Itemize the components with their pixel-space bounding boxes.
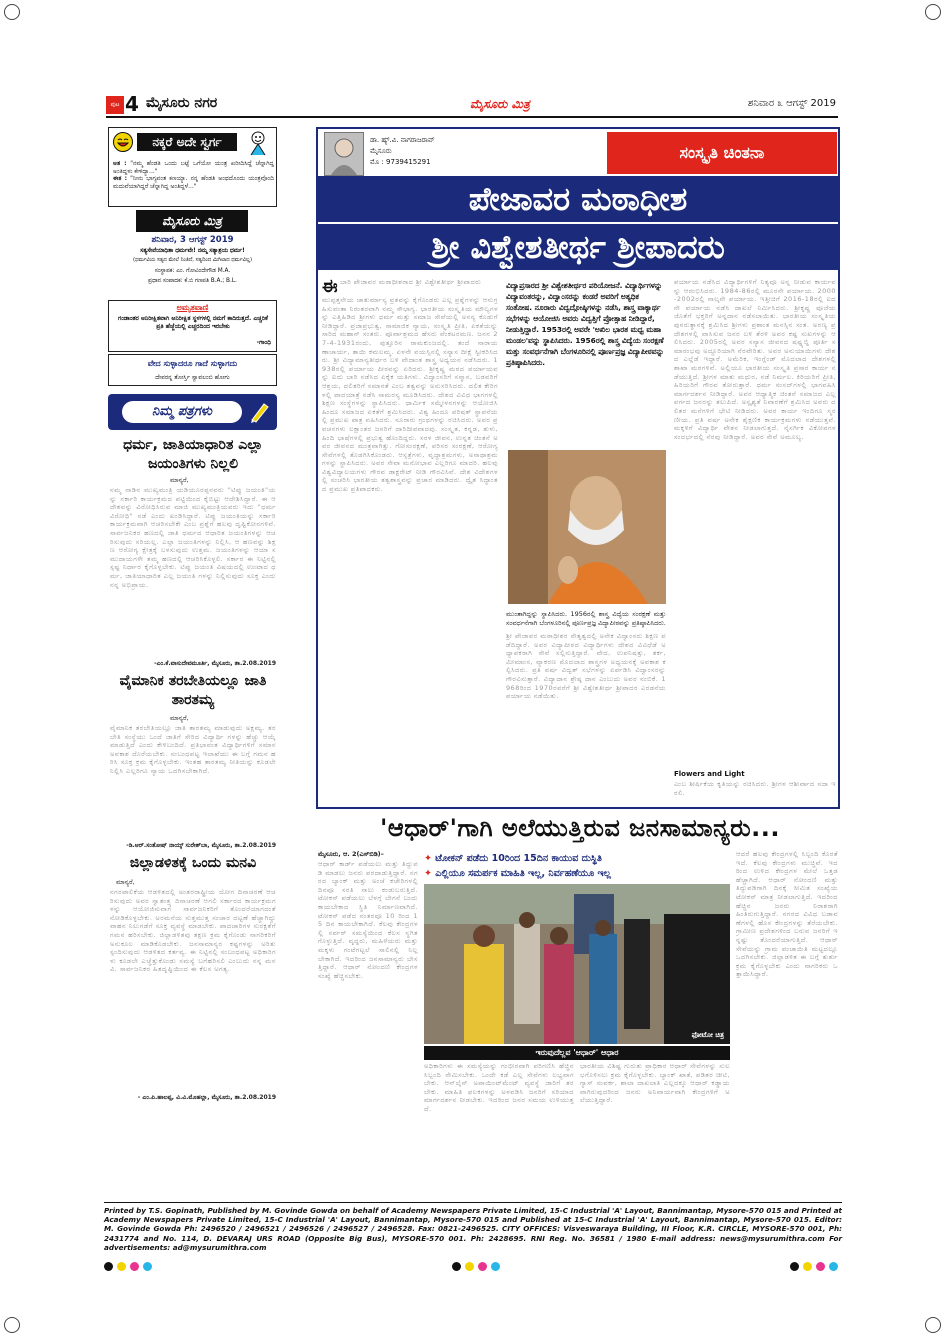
letter-3-title: ಜಿಲ್ಲಾಡಳಿತಕ್ಕೆ ಒಂದು ಮನವಿ [129, 855, 257, 871]
magenta-dot [478, 1262, 487, 1271]
author-photo [324, 132, 364, 176]
imprint-tagline: ಸತ್ಯಸೇವೆಯಾಧಿತಾ ಧರ್ಮವೇ! ನಮ್ಮ ಸತ್ಯಾಶ್ರಯ ಧರ್ಮ! [140, 248, 245, 254]
feature-column-3-end: ಎಂಬ ಶೀರ್ಷಿಕೆಯ ಕೃತಿಯನ್ನು ರಚಿಸಿದರು. ಶ್ರೀಗಳ ಆಶೀರ್ವಾದ ಸದಾ ಇರಲಿ. [674, 780, 836, 797]
black-dot [104, 1262, 113, 1271]
letters-banner-title: ನಿಮ್ಮ ಪತ್ರಗಳು [122, 401, 242, 423]
aadhaar-column-1: ಆಧಾರ್ ಕಾರ್ಡ್ ಪಡೆಯಲು ಮತ್ತು ತಿದ್ದುಪಡಿ ಮಾಡಲು ಜನರು ಪರದಾಡುತ್ತಿದ್ದಾರೆ. ನಗರದ ಬ್ಯಾಂಕ್ ಮತ್ತು ಅಂಚೆ ಕಚೇರಿಗಳಲ್ಲಿ ದಿನವೂ ಸರತಿ ಸಾಲು ಕಂಡುಬರುತ್ತಿದೆ. ಟೋಕನ್ ಪಡೆಯಲು ಬೆಳಗ್ಗೆ ಬೇಗನೆ ಬಂದು ಕಾಯಬೇಕಾದ ಸ್ಥಿತಿ ನಿರ್ಮಾಣವಾಗಿದೆ. ಟೋಕನ್ ಪಡೆದ ನಂತರವೂ 10 ರಿಂದ 15 ದಿನ ಕಾಯಬೇಕಾಗಿದೆ. ಕೆಲವು ಕೇಂದ್ರಗಳಲ್ಲಿ ಸರ್ವರ್ ಸಮಸ್ಯೆಯಿಂದ ಕೆಲಸ ಸ್ಥಗಿತಗೊಳ್ಳುತ್ತಿದೆ. ವೃದ್ಧರು, ಮಹಿಳೆಯರು ಮತ್ತು ಮಕ್ಕಳು ಗಂಟೆಗಟ್ಟಲೆ ಸಾಲಿನಲ್ಲಿ ನಿಲ್ಲಬೇಕಾಗಿದೆ. ಇದರಿಂದ ಜನಸಾಮಾನ್ಯರು ಬೇಸತ್ತಿದ್ದಾರೆ. ಆಧಾರ್ ನೋಂದಣಿ ಕೇಂದ್ರಗಳ ಸಂಖ್ಯೆ ಹೆಚ್ಚಿಸಬೇಕು. [318, 860, 418, 980]
author-phone: ಮೊ : 9739415291 [370, 158, 431, 166]
proverb-line-2: ದೇವರನ್ನ ತೋರ್ಸ್ತಿ ಸ್ವಾವಲಂಬಿ ಹೋಗು [155, 374, 230, 381]
letter-2-body: ವೈಮಾನಿಕ ತರಬೇತಿಯಲ್ಲೂ ಜಾತಿ ತಾರತಮ್ಯ ಮಾಡುವುದು ಅಕ್ಷಮ್ಯ. ತರಬೇತಿ ಸಂಸ್ಥೆಯು ಒಂದೆ ಜಾತಿಗೆ ಸೇರಿದ ವಿದ್ಯಾರ್ಥಿ ಗಳನ್ನು ಹೆಚ್ಚು ಆಯ್ಕೆ ಮಾಡುತ್ತಿದೆ ಎಂದು ಕೇಳಿಬಂದಿದೆ. ಪ್ರತಿಭಾವಂತ ವಿದ್ಯಾರ್ಥಿಗಳಿಗೆ ಸಮಾನ ಅವಕಾಶ ದೊರೆಯಬೇಕು. ಸಂಬಂಧಪಟ್ಟ ಇಲಾಖೆಯು ಈ ಬಗ್ಗೆ ಗಮನ ಹರಿಸಿ ಸೂಕ್ತ ಕ್ರಮ ಕೈಗೊಳ್ಳಬೇಕು. ಇಂತಹ ತಾರತಮ್ಯ ನೀತಿಯನ್ನು ಕೂಡಲೇ ನಿಲ್ಲಿಸಿ ಎಲ್ಲರಿಗೂ ನ್ಯಾಯ ಒದಗಿಸಬೇಕಾಗಿದೆ. [110, 724, 276, 775]
yellow-dot [465, 1262, 474, 1271]
letter-1-body: ನಮ್ಮ ನಾಡಿನ ಮುಖ್ಯಮಂತ್ರಿ ಯಡಿಯೂರಪ್ಪನವರು "ಟಿಪ್ಪು ಜಯಂತಿ"ಯನ್ನು ಸರ್ಕಾರಿ ಕಾರ್ಯಕ್ರಮದ ಪಟ್ಟಿಯಿಂದ ಕೈಬಿಟ್ಟು ಆದೇಶಿಸಿದ್ದಾರೆ. ಈ ಆದೇಶವನ್ನು ವಿರೋಧಿಸಿರುವ ಮಾಜಿ ಮುಖ್ಯಮಂತ್ರಿಯವರು ಇದು "ಧರ್ಮ ವಿರೋಧಿ" ನಡೆ ಎಂದು ಖಂಡಿಸಿದ್ದಾರೆ. ಟಿಪ್ಪು ಜಯಂತಿಯನ್ನು ಸರ್ಕಾರಿ ಕಾರ್ಯಕ್ರಮವಾಗಿ ಆಚರಿಸಬೇಕೇ ಎಂಬ ಪ್ರಶ್ನೆಗೆ ಹಲವು ದೃಷ್ಟಿಕೋನಗಳಿವೆ. ಸಾರ್ವಜನಿಕರ ಹಣದಲ್ಲಿ ಜಾತಿ ಧರ್ಮದ ಆಧಾರಿತ ಜಯಂತಿಗಳನ್ನು ಆಚರಿಸುವುದು ಸರಿಯಲ್ಲ. ಎಲ್ಲಾ ಜಯಂತಿಗಳನ್ನು ನಿಲ್ಲಿಸಿ, ಆ ಹಣವನ್ನು ಶಿಕ್ಷಣ ಆರೋಗ್ಯ ಕ್ಷೇತ್ರಕ್ಕೆ ಬಳಸುವುದು ಉತ್ತಮ. ಜಯಂತಿಗಳನ್ನು ಆಯಾ ಸಮುದಾಯಗಳೇ ತಮ್ಮ ಹಣದಲ್ಲಿ ಆಚರಿಸಿಕೊಳ್ಳಲಿ. ಸರ್ಕಾರ ಈ ನಿಟ್ಟಿನಲ್ಲಿ ಸ್ಪಷ್ಟ ನಿರ್ಧಾರ ಕೈಗೊಳ್ಳಬೇಕು. ಟಿಪ್ಪು ಜಯಂತಿ ವಿಷಯದಲ್ಲಿ ಉಂಟಾದ ಧರ್ಮ, ಜಾತಿಯಾಧಾರಿತ ಎಲ್ಲ ಜಯಂತಿ ಗಳನ್ನು ನಿಲ್ಲಿಸುವುದು ಸೂಕ್ತ ಎಂದು ನನ್ನ ಅಭಿಪ್ರಾಯ. [110, 486, 276, 589]
section-name: ಮೈಸೂರು ನಗರ [146, 95, 218, 111]
cyan-dot [829, 1262, 838, 1271]
feature-column-1: ಬಾರಿ ಪೇಜಾವರ ಮಠಾಧೀಶರಾದ ಶ್ರೀ ವಿಶ್ವೇಶತೀರ್ಥ ಶ್ರೀಪಾದರು [340, 278, 482, 286]
reg-mark-icon [925, 1317, 941, 1333]
author-name: ಡಾ. ಹ್ಯ್.ವಿ. ನಾಗರಾಜರಾವ್ [370, 136, 435, 144]
letters-banner [108, 394, 277, 430]
reg-mark-icon [4, 4, 20, 20]
feature-dropcap: ಈ [322, 276, 338, 297]
letter-2-salutation: ಮಾನ್ಯರೆ, [170, 714, 189, 722]
aadhaar-headline: 'ಆಧಾರ್'ಗಾಗಿ ಅಲೆಯುತ್ತಿರುವ ಜನಸಾಮಾನ್ಯರು... [380, 814, 780, 842]
imprint-date: ಶನಿವಾರ, 3 ಆಗಸ್ಟ್ 2019 [151, 235, 234, 245]
cartoon-man-icon [243, 130, 273, 156]
footer-imprint: Printed by T.S. Gopinath, Published by M. Govinde Gowda on behalf of Academy Newspapers Private Limited, 15-C Industrial 'A' Layout, Bannimantap, Mysore-570 015 and Printed at Academy Newspapers Private Limited, 15-C Industrial 'A' Layout, Bannimantap, Mysore-570 015 and Published at 15-C Industrial 'A' Layout, Bannimantap, Mysore-570 015. Editor: M. Govinde Gowda Ph: 2496520 / 2496521 / 2496526 / 2496527 / 2496528. Fax: 0821-2496525. CITY OFFICES: Visveswaraya Building, III Floor, K.R. CIRCLE, MYSORE-570 001, Ph: 2431774 and No. 114, D. DEVARAJ URS ROAD (Opposite Big Bus), MYSORE-570 001. Ph: 2428695. RNI Reg. No. 36581 / 1980 E-mail address: news@mysurumithra.com For advertisements: ad@mysurumithra.com [104, 1202, 842, 1252]
color-registration-center [452, 1256, 504, 1275]
page-number: 4 [125, 92, 139, 116]
joke-speaker-1: ಅತ : [113, 160, 127, 167]
page-header [106, 94, 838, 118]
proverb-line-1: ವೇದ ಸುಳ್ಳಾದರೂ ಗಾದೆ ಸುಳ್ಳಾಗದು [147, 359, 238, 368]
aadhaar-lead: ಮೈಸೂರು, ಆ. 2(ಎಸ್‌ಬಿಡಿ)– [318, 850, 384, 858]
yellow-dot [803, 1262, 812, 1271]
feature-title-line-2: ಶ್ರೀ ವಿಶ್ವೇಶತೀರ್ಥ ಶ್ರೀಪಾದರು [318, 224, 838, 270]
joke-speaker-2: ಈತ : [113, 175, 128, 182]
amrutavani-box [108, 300, 277, 352]
aadhaar-column-4: ಆದರೆ ಹಲವು ಕೇಂದ್ರಗಳಲ್ಲಿ ಸಿಬ್ಬಂದಿ ಕೊರತೆ ಇದೆ. ಕೆಲವು ಕೇಂದ್ರಗಳು ಮುಚ್ಚಿವೆ. ಇದರಿಂದ ಉಳಿದ ಕೇಂದ್ರಗಳ ಮೇಲೆ ಒತ್ತಡ ಹೆಚ್ಚಾಗಿದೆ. ಆಧಾರ್ ನೋಂದಣಿ ಮತ್ತು ತಿದ್ದುಪಡಿಗಾಗಿ ದಿನಕ್ಕೆ ಸೀಮಿತ ಸಂಖ್ಯೆಯ ಟೋಕನ್ ಮಾತ್ರ ನೀಡಲಾಗುತ್ತಿದೆ. ಇದರಿಂದ ಹೆಚ್ಚಿನ ಜನರು ನಿರಾಶರಾಗಿ ಹಿಂತಿರುಗುತ್ತಿದ್ದಾರೆ. ನಗರದ ವಿವಿಧ ಬಡಾವಣೆಗಳಲ್ಲಿ ಹೊಸ ಕೇಂದ್ರಗಳನ್ನು ತೆರೆಯಬೇಕು. ಗ್ರಾಮೀಣ ಪ್ರದೇಶಗಳಿಂದ ಬರುವ ಜನರಿಗೆ ಇನ್ನಷ್ಟು ತೊಂದರೆಯಾಗುತ್ತಿದೆ. ಆಧಾರ್ ಸೇವೆಯನ್ನು ಗ್ರಾಮ ಪಂಚಾಯಿತಿ ಮಟ್ಟದಲ್ಲೂ ಒದಗಿಸಬೇಕು. ಜಿಲ್ಲಾಡಳಿತ ಈ ಬಗ್ಗೆ ತುರ್ತು ಕ್ರಮ ಕೈಗೊಳ್ಳಬೇಕು ಎಂದು ನಾಗರಿಕರು ಒತ್ತಾಯಿಸಿದ್ದಾರೆ. [736, 850, 838, 979]
photo-credit: ಫೋಟೋ ಚಿತ್ರ [691, 1031, 724, 1039]
aadhaar-column-3: ಭಾರತೀಯ ವಿಶಿಷ್ಟ ಗುರುತು ಪ್ರಾಧಿಕಾರ ಆಧಾರ್ ಸೇವೆಗಳನ್ನು ಸುಲಭಗೊಳಿಸಲು ಕ್ರಮ ಕೈಗೊಳ್ಳಬೇಕು. ಬ್ಯಾಂಕ್ ಖಾತೆ, ಪಡಿತರ ಚೀಟಿ, ಗ್ಯಾಸ್ ಸಂಪರ್ಕ, ಶಾಲಾ ದಾಖಲಾತಿ ಎಲ್ಲದಕ್ಕೂ ಆಧಾರ್ ಕಡ್ಡಾಯವಾಗಿರುವುದರಿಂದ ಜನರು ಅನಿವಾರ್ಯವಾಗಿ ಕೇಂದ್ರಗಳಿಗೆ ಅಲೆಯುತ್ತಿದ್ದಾರೆ. [580, 1062, 730, 1105]
feature-column-1b: ಮುಪ್ಪತ್ತನೇಯ ಚಾತುರ್ಮಾಸ್ಯ ವ್ರತವನ್ನು ಕೈಗೊಂಡರು ಎಲ್ಲ ಪ್ರಶ್ನೆಗಳನ್ನು ಆನುಗ್ರಹಿಸುವಂತಾ ನಿರಂತರವಾಗಿ ನಮ್ಮ ಸೌಭಾಗ್ಯ. ಭಾರತೀಯ ಸಂಸ್ಕೃತಿಯ ಮೌಲ್ಯಗಳನ್ನು ಎತ್ತಿಹಿಡಿದ ಶ್ರೀಗಳು ಧರ್ಮ ಮತ್ತು ಸಮಾಜ ಸೇವೆಯಲ್ಲಿ ಅನನ್ಯ ಕೊಡುಗೆ ನೀಡಿದ್ದಾರೆ. ಪ್ರಜಾಪ್ರಭುತ್ವ, ಸಾಮಾಜಿಕ ನ್ಯಾಯ, ಸಂಸ್ಕೃತಿ ಪ್ರೀತಿ, ಏಕತೆಯನ್ನು ಸಾರಿದ ಮಹಾನ್ ಸಂತರು. ಪೂರ್ವಾಶ್ರಮದ ಹೆಸರು ವೆಂಕಟರಮಣ. ಜನನ 27-4-1931ರಂದು, ಪುತ್ತೂರಿನ ರಾಮಕುಂಜದಲ್ಲಿ. ತಂದೆ ನಾರಾಯಣಾಚಾರ್ಯ, ತಾಯಿ ಕಮಲಮ್ಮ. ಏಳನೇ ವಯಸ್ಸಿನಲ್ಲಿ ಸನ್ಯಾಸ ದೀಕ್ಷೆ ಸ್ವೀಕರಿಸಿದರು. ಶ್ರೀ ವಿದ್ಯಾಮಾನ್ಯತೀರ್ಥರ ಬಳಿ ವೇದಾಂತ ಶಾಸ್ತ್ರ ಅಧ್ಯಯನ ನಡೆಸಿದರು. 1938ರಲ್ಲಿ ಪರ್ಯಾಯ ಪೀಠವನ್ನು ಏರಿದರು. ಶ್ರೀಕೃಷ್ಣ ಮಠದ ಪರ್ಯಾಯವನ್ನು ಐದು ಬಾರಿ ನಡೆಸಿದ ಏಕೈಕ ಯತಿಗಳು. ವಿದ್ವಾಂಸರಿಗೆ ಸನ್ಮಾನ, ಬಡವರಿಗೆ ಆಶ್ರಯ, ದಲಿತರಿಗೆ ಸಮಾನತೆ ಎಂಬ ತತ್ವವನ್ನು ಅನುಸರಿಸಿದರು. ದಲಿತ ಕೇರಿಗಳಲ್ಲಿ ಪಾದಯಾತ್ರೆ ನಡೆಸಿ ಸಾಮರಸ್ಯ ಮೂಡಿಸಿದರು. ದೇಶದ ವಿವಿಧ ಭಾಗಗಳಲ್ಲಿ ಶಿಕ್ಷಣ ಸಂಸ್ಥೆಗಳನ್ನು ಸ್ಥಾಪಿಸಿದರು. ಧಾರ್ಮಿಕ ಸಮ್ಮೇಳನಗಳನ್ನು ಆಯೋಜಿಸಿ ಹಿಂದೂ ಸಮಾಜದ ಏಕತೆಗೆ ಶ್ರಮಿಸಿದರು. ವಿಶ್ವ ಹಿಂದೂ ಪರಿಷತ್ ಸ್ಥಾಪನೆಯಲ್ಲಿ ಪ್ರಮುಖ ಪಾತ್ರ ವಹಿಸಿದರು. ನೂರಾರು ಗ್ರಂಥಗಳನ್ನು ರಚಿಸಿದರು. ಅವರ ಪ್ರವಚನಗಳು ಲಕ್ಷಾಂತರ ಜನರಿಗೆ ದಾರಿದೀಪವಾದವು. ಸಂಸ್ಕೃತ, ಕನ್ನಡ, ತುಳು, ಹಿಂದಿ ಭಾಷೆಗಳಲ್ಲಿ ಪ್ರಭುತ್ವ ಹೊಂದಿದ್ದರು. ಸರಳ ಜೀವನ, ಉನ್ನತ ಚಿಂತನೆ ಅವರ ಜೀವನದ ಮಂತ್ರವಾಗಿತ್ತು. ಗೋಸಂರಕ್ಷಣೆ, ಪರಿಸರ ಸಂರಕ್ಷಣೆ, ಆರೋಗ್ಯ ಸೇವೆಗಳಲ್ಲಿ ತೊಡಗಿಸಿಕೊಂಡರು. ಆಸ್ಪತ್ರೆಗಳು, ವೃದ್ಧಾಶ್ರಮಗಳು, ಅನಾಥಾಶ್ರಮಗಳನ್ನು ಸ್ಥಾಪಿಸಿದರು. ಅವರ ಸೇವಾ ಮನೋಭಾವ ಎಲ್ಲರಿಗೂ ಮಾದರಿ. ಹಲವು ವಿಶ್ವವಿದ್ಯಾಲಯಗಳು ಗೌರವ ಡಾಕ್ಟರೇಟ್ ನೀಡಿ ಗೌರವಿಸಿವೆ. ದೇಶ ವಿದೇಶಗಳಲ್ಲಿ ಸಂಚರಿಸಿ ಭಾರತೀಯ ತತ್ವಶಾಸ್ತ್ರವನ್ನು ಪ್ರಚಾರ ಮಾಡಿದರು. ದ್ವೈತ ಸಿದ್ಧಾಂತದ ಪ್ರಮುಖ ಪ್ರತಿಪಾದಕರು. [322, 296, 498, 494]
letter-1-signature: -ಎಂ.ಕೆ.ವಾಸುದೇವಮೂರ್ತಿ, ಮೈಸೂರು, ತಾ.2.08.2019 [154, 660, 276, 667]
imprint-editor: ಪ್ರಧಾನ ಸಂಪಾದಕ: ಕೆ.ಬಿ ಗಣಪತಿ B.A.; B.L. [148, 278, 237, 284]
pen-icon [248, 400, 272, 424]
joke-box-title: ನಕ್ಕರೆ ಅದೇ ಸ್ವರ್ಗ [137, 133, 237, 151]
aadhaar-subhead-2: ✦ ಎಲ್ಲಿಯೂ ಸಮರ್ಪಕ ಮಾಹಿತಿ ಇಲ್ಲ, ನಿರ್ವಹಣೆಯೂ ಇಲ್ಲ [424, 868, 611, 879]
amrutavani-author: -ಗಾಂಧಿ [256, 339, 271, 346]
reg-mark-icon [4, 1317, 20, 1333]
imprint-logo: ಮೈಸೂರು ಮಿತ್ರ [136, 210, 248, 232]
letter-1-salutation: ಮಾನ್ಯರೆ, [170, 476, 189, 484]
reg-mark-icon [925, 4, 941, 20]
swamiji-photo [508, 450, 666, 604]
author-city: ಮೈಸೂರು [370, 147, 392, 155]
feature-highlight: ವಿದ್ಯಾಪ್ರಸಾರದ ಶ್ರೀ ವಿಶ್ವೇಶತೀರ್ಥರ ಪರಿಯೋಜನೆ. ವಿದ್ಯಾರ್ಥಿಗಳನ್ನು ವಿದ್ಯಾವಂತರನ್ನು, ವಿದ್ವಾಂಸರನ್ನು ಕಂಡರೆ ಅವರಿಗೆ ಅತ್ಯಧಿಕ ಸಂತೋಷ. ನೂರಾರು ವಿದ್ವದ್ಗೋಷ್ಠಿಗಳನ್ನು ನಡೆಸಿ, ಶಾಸ್ತ್ರ ವಾಕ್ಯಾರ್ಥ ಸಭೆಗಳನ್ನು ಆಯೋಜಿಸಿ ಅವರು ವಿದ್ವತ್ತಿಗೆ ಪ್ರೋತ್ಸಾಹ ನೀಡಿದ್ದಾರೆ, ನೀಡುತ್ತಿದ್ದಾರೆ. 1953ರಲ್ಲಿ ಅವರೇ 'ಅಖಿಲ ಭಾರತ ಮಧ್ವ ಮಹಾ ಮಂಡಲ'ವನ್ನು ಸ್ಥಾಪಿಸಿದರು. 1956ರಲ್ಲಿ ಶಾಸ್ತ್ರ ವಿದ್ಯೆಯ ಸಂರಕ್ಷಣೆ ಮತ್ತು ಸಂವರ್ಧನೆಗಾಗಿ ಬೆಂಗಳೂರಿನಲ್ಲಿ ಪೂರ್ಣಪ್ರಜ್ಞ ವಿದ್ಯಾಪೀಠವನ್ನು ಪ್ರತಿಷ್ಠಾಪಿಸಿದರು. [506, 281, 664, 367]
amrutavani-title: ಅಮೃತವಾಣಿ [176, 303, 209, 312]
color-registration-right [790, 1256, 842, 1275]
amrutavani-text: ಗಂಡಾಂತರ ಅನಿರೀಕ್ಷಿತವಾಗಿ ಅನಿರೀಕ್ಷಿತ ಸ್ಥಳಗಳಲ್ಲಿ ನಮಗೆ ಕಾದಿರುತ್ತದೆ. ಎಚ್ಚರಿಕೆ ಪ್ರತಿ ಹೆಜ್ಜೆಯಲ್ಲಿ ಎಚ್ಚರದಿಂದ ಇರಬೇಕು [118, 315, 268, 330]
bullet-icon: ✦ [424, 868, 436, 879]
masthead: ಮೈಸೂರು ಮಿತ್ರ [470, 97, 530, 111]
magenta-dot [816, 1262, 825, 1271]
proverb-box [108, 354, 277, 386]
feature-column-2-cont: ಶ್ರೀ ಪೇಜಾವರ ಮಠಾಧೀಶರ ನೇತೃತ್ವದಲ್ಲಿ ಅನೇಕ ವಿದ್ವಾಂಸರು ಶಿಕ್ಷಣ ಪಡೆದಿದ್ದಾರೆ. ಅವರ ವಿದ್ಯಾಪೀಠದ ವಿದ್ಯಾರ್ಥಿಗಳು ದೇಶದ ವಿವಿಧೆಡೆ ಅಧ್ಯಾಪಕರಾಗಿ ಸೇವೆ ಸಲ್ಲಿಸುತ್ತಿದ್ದಾರೆ. ವೇದ, ಉಪನಿಷತ್ತು, ತರ್ಕ, ಮೀಮಾಂಸ, ವ್ಯಾಕರಣ ಮೊದಲಾದ ಶಾಸ್ತ್ರಗಳ ಅಧ್ಯಯನಕ್ಕೆ ಅವಕಾಶ ಕಲ್ಪಿಸಿದರು. ಪ್ರತಿ ವರ್ಷ ವಿದ್ವತ್ ಸಭೆಗಳನ್ನು ಏರ್ಪಡಿಸಿ ವಿದ್ವಾಂಸರನ್ನು ಗೌರವಿಸುತ್ತಾರೆ. ವಿದ್ಯಾದಾನ ಶ್ರೇಷ್ಠ ದಾನ ಎಂಬುದು ಅವರ ನಂಬಿಕೆ. 1968ರಿಂದ 1970ರವರೆಗೆ ಶ್ರೀ ವಿಶ್ವೇಶತೀರ್ಥ ಶ್ರೀಪಾದರ ಎರಡನೆಯ ಪರ್ಯಾಯ ನಡೆಯಿತು. [506, 632, 666, 701]
magenta-dot [130, 1262, 139, 1271]
column-banner: ಸಂಸ್ಕೃತಿ ಚಿಂತನಾ [607, 132, 837, 174]
header-date: ಶನಿವಾರ ೩ ಆಗಸ್ಟ್ 2019 [747, 98, 836, 109]
joke-line-2: "ನೀನು ಭಾಗ್ಯವಂತ ಕಣಯ್ಯಾ. ನನ್ನ ಹೆಂಡತಿ ಅಂಥದೊಂದು ಯಂತ್ರವೊಂದಿ ಮದುವೆಯಾಗಿದ್ದರೆ ಚೆನ್ನಾಗಿದ್ದ ಅಂತಿದ್ದಳೆ..." [113, 175, 274, 190]
letter-3-body: ನಗರಪಾಲಿಕೆಯ ಆಡಳಿತದಲ್ಲಿ ಅಂತರರಾಷ್ಟ್ರೀಯ ಯೋಗ ದಿನಾಚರಣೆ ಆಚರಿಸುವುದು ಅವರ ಸ್ವಾತಂತ್ರ್ಯ ದಿನಾಚರಣೆ ಆಗಲಿ ಸರ್ಕಾರದ ಕಾರ್ಯಕ್ರಮಗಳನ್ನು ಆಯೋಜಿಸುವಾಗ ಸಾರ್ವಜನಿಕರಿಗೆ ತೊಂದರೆಯಾಗದಂತೆ ನೋಡಿಕೊಳ್ಳಬೇಕು. ಅರಮನೆಯ ಸುತ್ತಮುತ್ತ ಸಂಚಾರ ದಟ್ಟಣೆ ಹೆಚ್ಚಾಗಿದ್ದು ವಾಹನ ನಿಲುಗಡೆಗೆ ಸೂಕ್ತ ವ್ಯವಸ್ಥೆ ಮಾಡಬೇಕು. ಪಾದಚಾರಿಗಳ ಸುರಕ್ಷತೆಗೆ ಗಮನ ಹರಿಸಬೇಕು. ಜಿಲ್ಲಾಡಳಿತವು ತಕ್ಷಣ ಕ್ರಮ ಕೈಗೊಂಡು ನಾಗರಿಕರಿಗೆ ಅನುಕೂಲ ಮಾಡಿಕೊಡಬೇಕು. ಜನಸಾಮಾನ್ಯರ ಕಷ್ಟಗಳನ್ನು ಅರಿತು ಸ್ಪಂದಿಸುವುದು ಆಡಳಿತದ ಕರ್ತವ್ಯ. ಈ ನಿಟ್ಟಿನಲ್ಲಿ ಸಂಬಂಧಪಟ್ಟ ಅಧಿಕಾರಿಗಳು ಕೂಡಲೇ ಎಚ್ಚೆತ್ತುಕೊಂಡು ಸಮಸ್ಯೆ ಬಗೆಹರಿಸಲಿ ಎಂಬುದು ನನ್ನ ಮನವಿ. ಸಾರ್ವಜನಿಕರ ಹಿತದೃಷ್ಟಿಯಿಂದ ಈ ಕೆಲಸ ಅಗತ್ಯ. [110, 888, 276, 974]
joke-line-1: "ನಮ್ಮ ಹೆಂಡತಿ ಒಂದು ಬಟ್ಟೆ ಒಗೆಯೋ ಯಂತ್ರ ಖರೀದಿಸಿದ್ದೆ ಚೆನ್ನಾಗಿದ್ದ ಅಂತಿದ್ದಳು ಕೇಳಿದ್ಯಾ..." [113, 160, 274, 175]
imprint-block [108, 210, 277, 298]
photo-caption: ಇರುವುದೆಲ್ಲವ 'ಆಧಾರ್' ಆಧಾರ [424, 1046, 730, 1060]
aadhaar-queue-photo [424, 884, 730, 1044]
yellow-dot [117, 1262, 126, 1271]
letter-1-title: ಧರ್ಮ, ಜಾತಿಯಾಧಾರಿತ ಎಲ್ಲಾ ಜಯಂತಿಗಳು ನಿಲ್ಲಲಿ [123, 437, 263, 472]
color-registration-left [104, 1256, 156, 1275]
imprint-subline: (ಧರ್ಮವಿಯ ಸತ್ಯದ ಮೇಲೆ ನಿಂತಿದೆ, ಸತ್ಯದಿಂದ ಮಿಗಿಲಾದ ಧರ್ಮವಿಲ್ಲ) [132, 257, 253, 263]
flowers-label: Flowers and Light [674, 770, 745, 778]
feature-inline-text: ಮುಂತಾಗಿದ್ದನ್ನು ಸ್ಥಾಪಿಸಿದರು. 1956ರಲ್ಲಿ ಶಾಸ್ತ್ರ ವಿದ್ಯೆಯ ಸಂರಕ್ಷಣೆ ಮತ್ತು ಸಂವರ್ಧನೆಗಾಗಿ ಬೆಂಗಳೂರಿನಲ್ಲಿ ಪೂರ್ಣಪ್ರಜ್ಞ ವಿದ್ಯಾಪೀಠವನ್ನು ಪ್ರತಿಷ್ಠಾಪಿಸಿದರು. [506, 610, 666, 627]
black-dot [790, 1262, 799, 1271]
feature-column-3: ಪರ್ಯಾಯ ನಡೆಸಿದ ವಿದ್ಯಾರ್ಥಿಗಳಿಗೆ ನಿತ್ಯವೂ ಅನ್ನ ನೀಡುವ ಕಾರ್ಯವನ್ನು ಆರಂಭಿಸಿದರು. 1984-86ರಲ್ಲಿ ಮೂರನೇ ಪರ್ಯಾಯ. 2000-2002ರಲ್ಲಿ ನಾಲ್ಕನೇ ಪರ್ಯಾಯ. ಇತ್ತೀಚಿಗೆ 2016-18ರಲ್ಲಿ ಐದನೇ ಪರ್ಯಾಯ ನಡೆಸಿ ದಾಖಲೆ ನಿರ್ಮಿಸಿದರು. ಶ್ರೀಕೃಷ್ಣ ಪೂಜೆಯ ಜೊತೆಗೆ ಭಕ್ತರಿಗೆ ಅನ್ನದಾನ ನಡೆಸಲಾಯಿತು. ಭಾರತೀಯ ಸಂಸ್ಕೃತಿಯ ಪುನರುತ್ಥಾನಕ್ಕೆ ಶ್ರಮಿಸಿದ ಶ್ರೀಗಳು ಪ್ರಶಾಂತ ಮನಸ್ಸಿನ ಸಂತ. ಅರಣ್ಯ ಪ್ರದೇಶಗಳಲ್ಲಿ ವಾಸಿಸುವ ಜನರ ಬಳಿ ತೆರಳಿ ಅವರ ಕಷ್ಟ ಸುಖಗಳನ್ನು ಆಲಿಸಿದರು. 2005ರಲ್ಲಿ ಅವರ ಸನ್ಯಾಸ ಜೀವನದ ಷಷ್ಟ್ಯಬ್ದಿ ಪೂರ್ತಿ ಸಮಾರಂಭವು ಅದ್ದೂರಿಯಾಗಿ ನೆರವೇರಿತು. ಅವರ ಅನುಯಾಯಿಗಳು ದೇಶದ ಎಲ್ಲೆಡೆ ಇದ್ದಾರೆ. ಅಮೆರಿಕ, ಇಂಗ್ಲೆಂಡ್ ಮೊದಲಾದ ದೇಶಗಳಲ್ಲಿ ಶಾಖಾ ಮಠಗಳಿವೆ. ಅಲ್ಲಿಯೂ ಭಾರತೀಯ ಸಂಸ್ಕೃತಿ ಪ್ರಸಾರ ಕಾರ್ಯ ನಡೆಯುತ್ತಿದೆ. ಶ್ರೀಗಳ ಮಾತು ಮಧುರ, ನಡೆ ನಿರ್ಮಲ. ಕಿರಿಯರಿಗೆ ಪ್ರೀತಿ, ಹಿರಿಯರಿಗೆ ಗೌರವ ತೋರುತ್ತಾರೆ. ಧರ್ಮ ಸಂಸದ್‌ಗಳಲ್ಲಿ ಭಾಗವಹಿಸಿ ಮಾರ್ಗದರ್ಶನ ನೀಡಿದ್ದಾರೆ. ಅವರ ಆಧ್ಯಾತ್ಮಿಕ ಚಿಂತನೆ ಸಮಾಜದ ಎಲ್ಲ ವರ್ಗದ ಜನರನ್ನು ತಲುಪಿದೆ. ಅಸ್ಪೃಶ್ಯತೆ ನಿವಾರಣೆಗೆ ಶ್ರಮಿಸಿದ ಅವರು ದಲಿತರ ಮನೆಗಳಿಗೆ ಭೇಟಿ ನೀಡಿದರು. ಅವರ ಕಾರ್ಯ ಇಂದಿಗೂ ಸ್ಮರಣೀಯ. ಪ್ರತಿ ವರ್ಷ ಅನೇಕ ಶೈಕ್ಷಣಿಕ ಕಾರ್ಯಕ್ರಮಗಳು ನಡೆಯುತ್ತವೆ. ಮಕ್ಕಳಿಗೆ ವಿದ್ಯಾರ್ಥಿ ವೇತನ ನೀಡಲಾಗುತ್ತದೆ. ನೈಸರ್ಗಿಕ ವಿಕೋಪಗಳ ಸಂದರ್ಭದಲ್ಲಿ ನೆರವು ನೀಡಿದ್ದಾರೆ. ಅವರ ಸೇವೆ ಅಮೂಲ್ಯ. [674, 278, 836, 441]
bullet-icon: ✦ [424, 853, 436, 864]
cyan-dot [491, 1262, 500, 1271]
laughing-face-icon [113, 132, 133, 152]
feature-title-line-1: ಪೇಜಾವರ ಮಠಾಧೀಶ [318, 176, 838, 222]
imprint-founder: ಸಂಸ್ಥಾಪಕ: ಎಂ. ಗೋವಿಂದೇಗೌಡ M.A. [154, 268, 231, 274]
cyan-dot [143, 1262, 152, 1271]
page-label: ಪುಟ [106, 96, 124, 114]
letter-3-signature: - ಎಂ.ಪಿ.ಹಾಲಪ್ಪ, ವಿ.ವಿ.ಮೊಹಲ್ಲಾ, ಮೈಸೂರು, ತಾ.2.08.2019 [137, 1094, 276, 1101]
aadhaar-column-2: ಅಧಿಕಾರಿಗಳು ಈ ಸಮಸ್ಯೆಯನ್ನು ಗಂಭೀರವಾಗಿ ಪರಿಗಣಿಸಿ ಹೆಚ್ಚಿನ ಸಿಬ್ಬಂದಿ ನೇಮಿಸಬೇಕು. ಒಂದೇ ಕಡೆ ಎಲ್ಲ ಸೇವೆಗಳು ಲಭ್ಯವಾಗಬೇಕು. ಆನ್‌ಲೈನ್ ಅಪಾಯಿಂಟ್‌ಮೆಂಟ್ ವ್ಯವಸ್ಥೆ ಜಾರಿಗೆ ತರಬೇಕು. ಮಾಹಿತಿ ಫಲಕಗಳನ್ನು ಅಳವಡಿಸಿ ಜನರಿಗೆ ಸರಿಯಾದ ಮಾರ್ಗದರ್ಶನ ನೀಡಬೇಕು. ಇದರಿಂದ ಜನರ ಸಮಯ ಉಳಿಯುತ್ತದೆ. [424, 1062, 574, 1113]
letter-2-title: ವೈಮಾನಿಕ ತರಬೇತಿಯಲ್ಲೂ ಜಾತಿ ತಾರತಮ್ಯ [119, 673, 267, 708]
letter-2-signature: -ಡಿ.ಆರ್.ಸಂತೋಷ್ ನಾಯ್ಕ್ ಸುರೇಶ್‌ಬಾ, ಮೈಸೂರು, ತಾ.2.08.2019 [126, 842, 276, 849]
aadhaar-subhead-1: ✦ ಟೋಕನ್ ಪಡೆದು 10ರಿಂದ 15ದಿನ ಕಾಯುವ ದುಸ್ಥಿತಿ [424, 853, 602, 864]
letter-3-salutation: ಮಾನ್ಯರೆ, [116, 878, 135, 886]
black-dot [452, 1262, 461, 1271]
joke-box [108, 127, 277, 207]
